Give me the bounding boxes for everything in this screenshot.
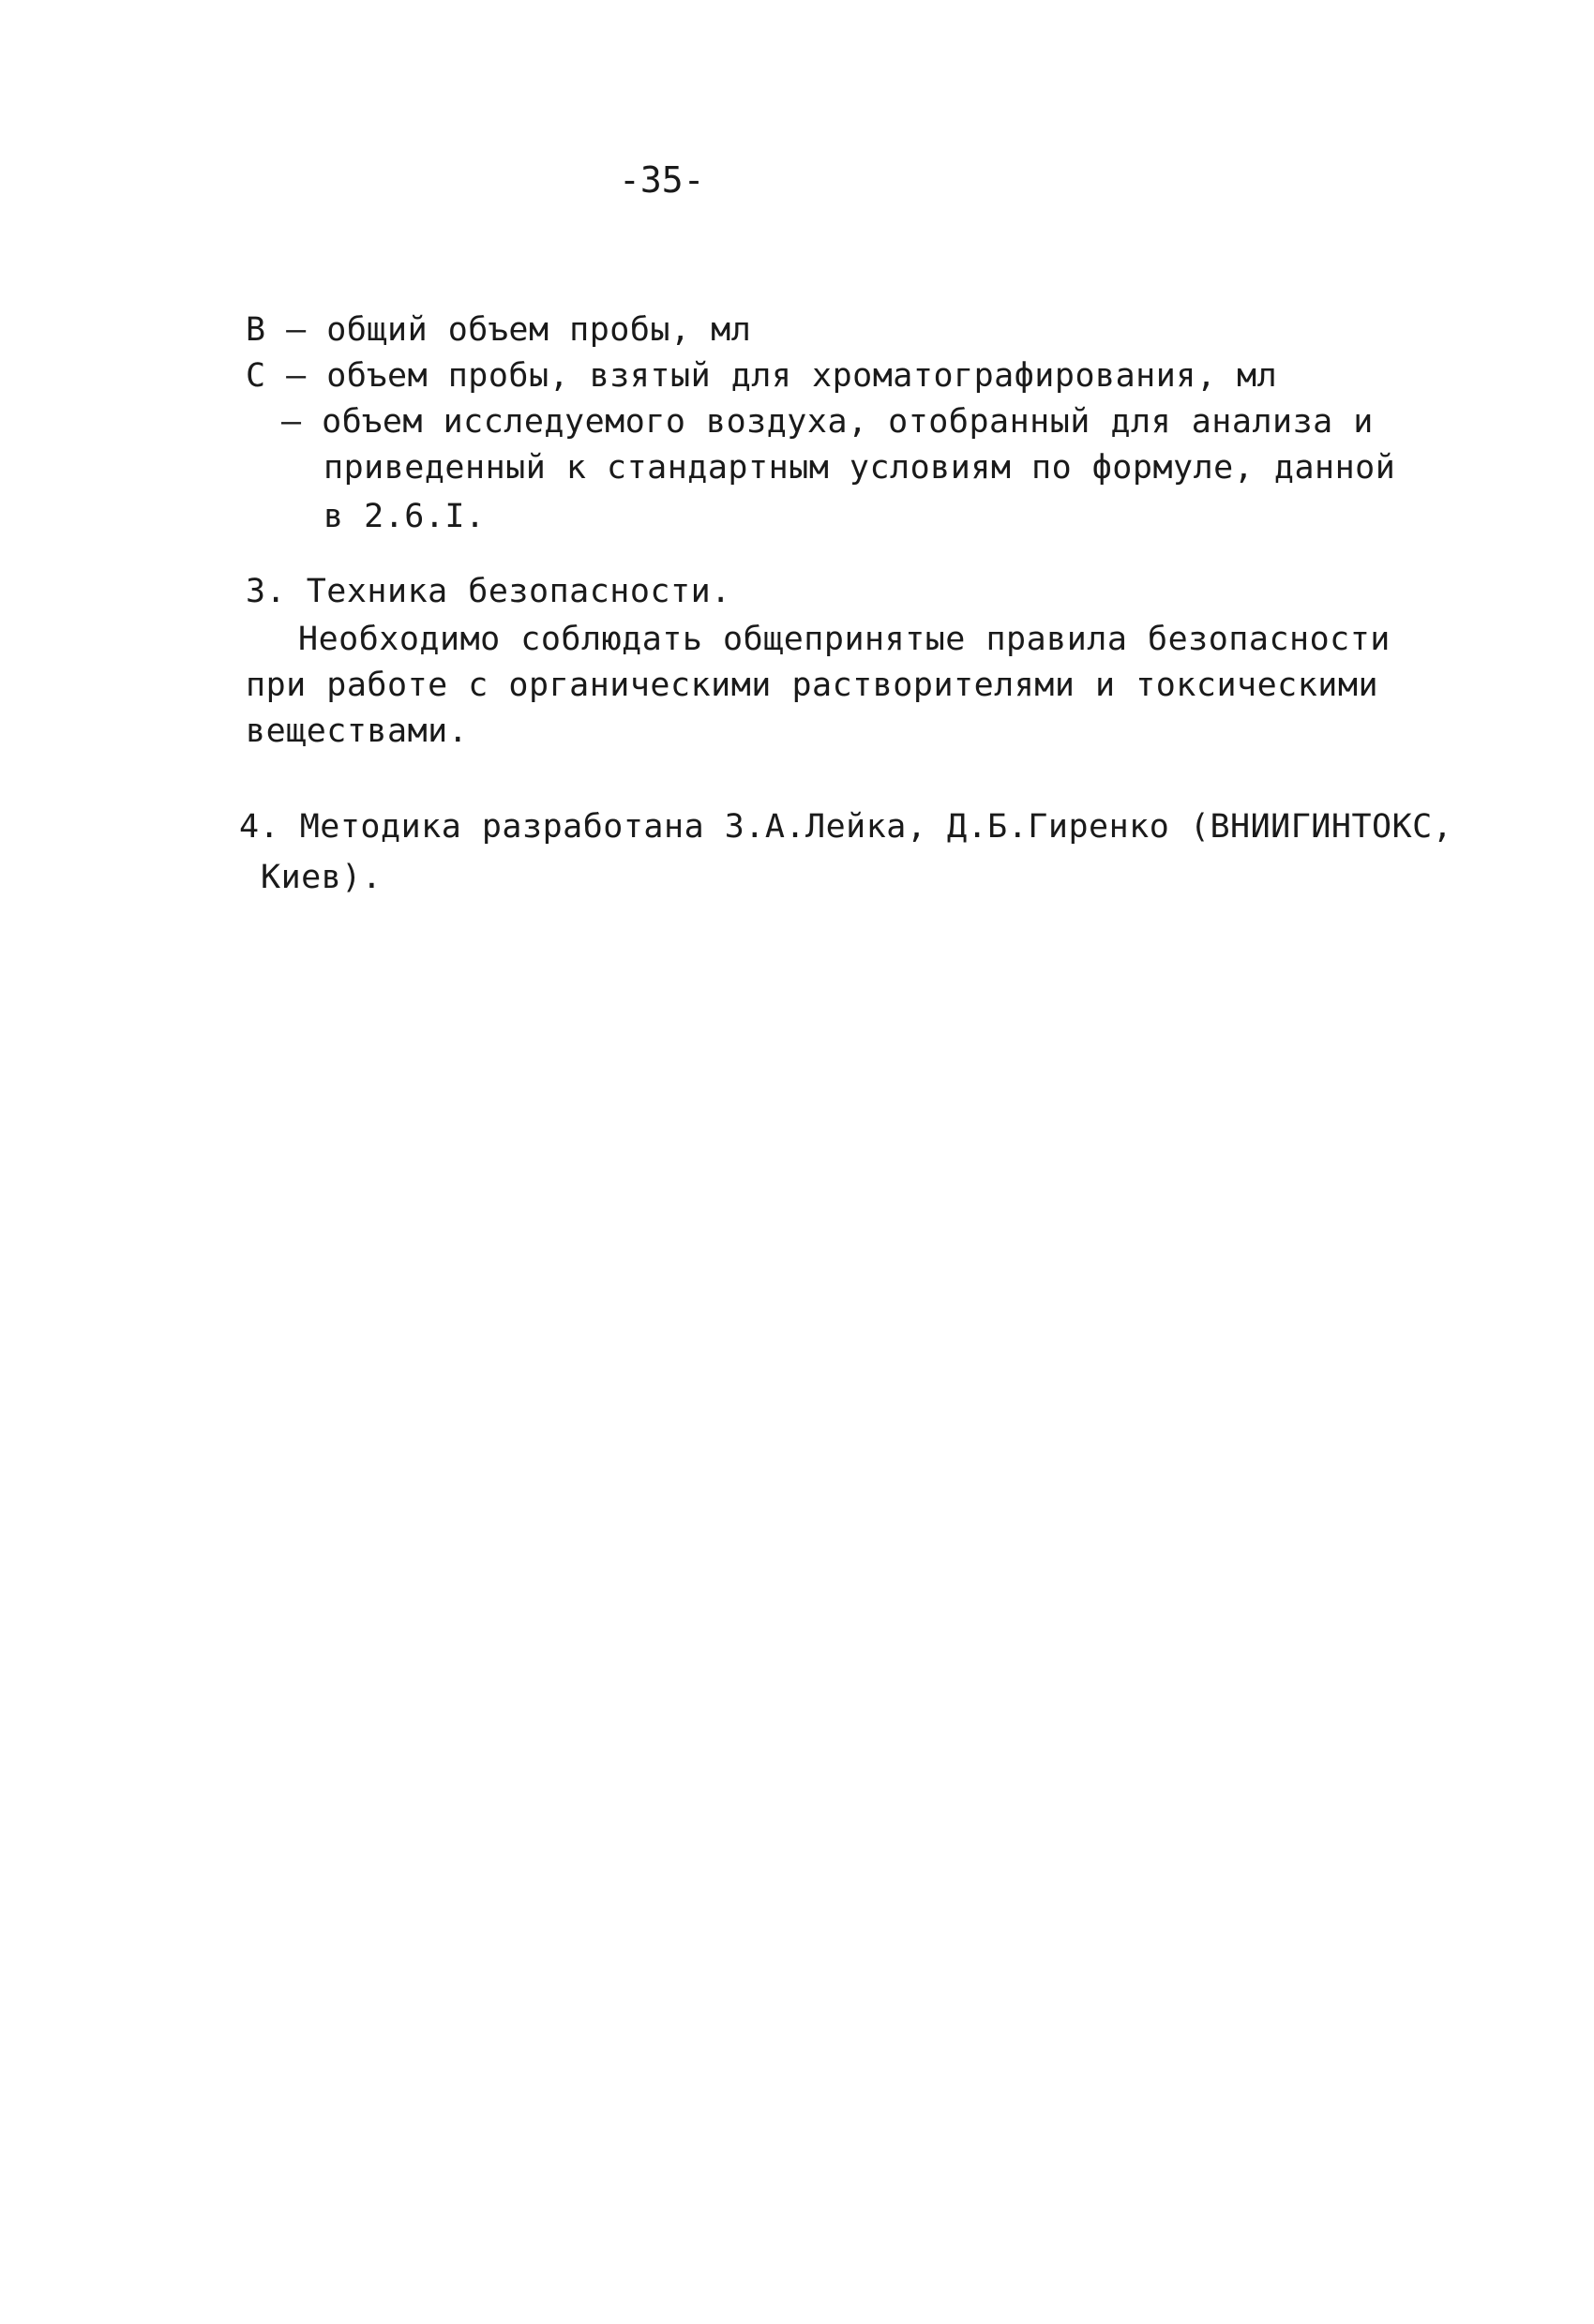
authors-line-2: Киев). [261,859,383,896]
legend-line-reference: в 2.6.I. [323,498,486,535]
legend-line-c: С – объем пробы, взятый для хроматографирования, мл [246,357,1278,395]
safety-line-3: веществами. [246,712,469,750]
safety-heading: 3. Техника безопасности. [246,573,731,610]
legend-line-volume-cont: приведенный к стандартным условиям по формуле, данной [323,449,1396,487]
page-number: -35- [619,159,705,201]
authors-line-1: 4. Методика разработана З.А.Лейка, Д.Б.Гиренко (ВНИИГИНТОКС, [239,808,1453,846]
safety-line-2: при работе с органическими растворителями и токсическими [246,667,1379,704]
legend-line-volume: – объем исследуемого воздуха, отобранный для анализа и [281,403,1374,441]
legend-line-b: В – общий объем пробы, мл [246,311,752,349]
safety-line-1: Необходимо соблюдать общепринятые правила безопасности [298,621,1391,658]
